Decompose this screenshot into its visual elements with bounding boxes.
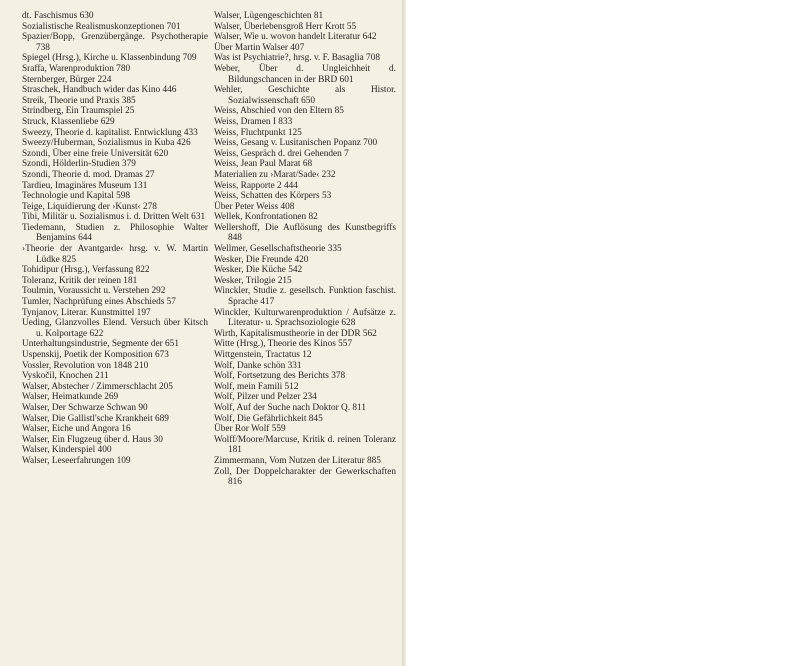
index-entry: Weiss, Schatten des Körpers 53 <box>214 191 332 202</box>
index-entry: Tynjanov, Literar. Kunstmittel 197 <box>22 307 151 318</box>
index-entry: Wolf, Danke schön 331 <box>214 360 302 371</box>
index-entry: dt. Faschismus 630 <box>22 11 94 21</box>
index-entry: Struck, Klassenliebe 629 <box>22 116 115 127</box>
index-entry: Spiegel (Hrsg.), Kirche u. Klassenbindung 709 <box>22 53 197 64</box>
index-entry: Walser, Heimatkunde 269 <box>22 392 119 403</box>
index-entry: Über Martin Walser 407 <box>214 42 305 53</box>
index-entry: Materialien zu ›Marat/Sade‹ 232 <box>214 169 336 180</box>
index-entry: Wolf, mein Famili 512 <box>214 381 299 392</box>
index-entry: Sternberger, Bürger 224 <box>22 74 112 85</box>
index-entry: Über Ror Wolf 559 <box>214 424 286 435</box>
index-entry: Walser, Der Schwarze Schwan 90 <box>22 402 148 413</box>
index-entry: Straschek, Handbuch wider das Kino 446 <box>22 85 177 96</box>
index-column-right <box>214 11 396 488</box>
index-entry: Wesker, Trilogie 215 <box>214 275 292 286</box>
index-entry: Tumler, Nachprüfung eines Abschieds 57 <box>22 297 176 308</box>
index-entry: Über Peter Weiss 408 <box>214 201 295 212</box>
index-entry: Wesker, Die Freunde 420 <box>214 254 309 265</box>
index-column-left <box>22 11 208 467</box>
index-entry: Wolf, Die Gefährlichkeit 845 <box>214 413 323 424</box>
index-entry: Sweezy, Theorie d. kapitalist. Entwicklung 433 <box>22 127 198 138</box>
index-entry: Wolf, Pilzer und Pelzer 234 <box>214 392 317 403</box>
index-entry: Weiss, Gesang v. Lusitanischen Popanz 700 <box>214 138 378 149</box>
index-entry: Toulmin, Voraussicht u. Verstehen 292 <box>22 286 166 297</box>
index-entry: Wolff/Moore/Marcuse, Kritik d. reinen Toleranz 181 <box>214 434 396 456</box>
index-entry: Witte (Hrsg.), Theorie des Kinos 557 <box>214 339 353 350</box>
index-entry: Walser, Kinderspiel 400 <box>22 445 112 456</box>
index-entry: Unterhaltungsindustrie, Segmente der 651 <box>22 339 179 350</box>
index-entry: Ueding, Glanzvolles Elend. Versuch über Kitsch u. Kolportage 622 <box>22 318 208 339</box>
index-entry: Weiss, Rapporte 2 444 <box>214 180 298 191</box>
index-entry: Wirth, Kapitalismustheorie in der DDR 562 <box>214 328 377 339</box>
index-entry: Spazier/Bopp, Grenzübergänge. Psychotherapie 738 <box>22 32 208 53</box>
index-entry: Teige, Liquidierung der ›Kunst‹ 278 <box>22 201 157 212</box>
index-entry: Walser, Die Gallistl'sche Krankheit 689 <box>22 413 169 424</box>
index-entry: Wesker, Die Küche 542 <box>214 265 303 276</box>
index-entry: Wittgenstein, Tractatus 12 <box>214 350 312 360</box>
index-entry: Walser, Lügengeschichten 81 <box>214 11 324 21</box>
index-entry: Wellek, Konfrontationen 82 <box>214 212 318 223</box>
index-entry: Winckler, Studie z. gesellsch. Funktion faschist. Sprache 417 <box>214 286 396 308</box>
index-entry: Tiedemann, Studien z. Philosophie Walter Benjamins 644 <box>22 222 208 244</box>
index-entry: Weiss, Abschied von den Eltern 85 <box>214 106 344 117</box>
index-entry: Tibi, Militär u. Sozialismus i. d. Dritten Welt 631 <box>22 212 206 223</box>
index-entry: Wolf, Auf der Suche nach Doktor Q. 811 <box>214 402 367 413</box>
index-entry: Strindberg, Ein Traumspiel 25 <box>22 106 135 117</box>
index-entry: Weiss, Dramen I 833 <box>214 116 293 127</box>
index-entry: Streik, Theorie und Praxis 385 <box>22 95 136 106</box>
index-entry: Vossler, Revolution von 1848 210 <box>22 360 149 371</box>
index-entry: Wehler, Geschichte als Histor. Sozialwissenschaft 650 <box>214 85 396 106</box>
index-entry: Walser, Ein Flugzeug über d. Haus 30 <box>22 434 163 445</box>
index-entry: Wellmer, Gesellschaftstheorie 335 <box>214 244 342 255</box>
index-entry: Wellershoff, Die Auflösung des Kunstbegriffs 848 <box>214 222 396 244</box>
index-entry: Szondi, Theorie d. mod. Dramas 27 <box>22 169 155 180</box>
index-entry: Wolf, Fortsetzung des Berichts 378 <box>214 371 346 382</box>
index-entry: Walser, Leseerfahrungen 109 <box>22 455 131 466</box>
index-entry: Toleranz, Kritik der reinen 181 <box>22 275 138 286</box>
index-entry: Technologie und Kapital 598 <box>22 191 131 202</box>
index-entry: Tohidipur (Hrsg.), Verfassung 822 <box>22 265 150 276</box>
page-edge <box>402 0 406 666</box>
index-entry: Was ist Psychiatrie?, hrsg. v. F. Basaglia 708 <box>214 53 380 64</box>
index-entry: Zoll, Der Doppelcharakter der Gewerkschaften 816 <box>214 466 396 488</box>
index-entry: Uspenskij, Poetik der Komposition 673 <box>22 350 169 360</box>
index-entry: Weiss, Gespräch d. drei Gehenden 7 <box>214 148 349 159</box>
index-entry: ›Theorie der Avantgarde‹ hrsg. v. W. Martin Lüdke 825 <box>22 244 208 265</box>
index-entry: Sweezy/Huberman, Sozialismus in Kuba 426 <box>22 138 191 149</box>
index-entry: Sozialistische Realismuskonzeptionen 701 <box>22 21 181 32</box>
index-entry: Winckler, Kulturwarenproduktion / Aufsätze z. Literatur- u. Sprachsoziologie 628 <box>214 307 396 329</box>
index-entry: Weiss, Jean Paul Marat 68 <box>214 159 313 170</box>
index-entry: Tardieu, Imaginäres Museum 131 <box>22 180 148 191</box>
index-entry: Szondi, Über eine freie Universität 620 <box>22 148 169 159</box>
index-entry: Weiss, Fluchtpunkt 125 <box>214 127 302 138</box>
index-entry: Walser, Überlebensgroß Herr Krott 55 <box>214 21 357 32</box>
index-entry: Weber, Über d. Ungleichheit d. Bildungschancen in der BRD 601 <box>214 63 396 85</box>
index-entry: Vyskočil, Knochen 211 <box>22 371 109 382</box>
index-entry: Sraffa, Warenproduktion 780 <box>22 63 131 74</box>
index-entry: Szondi, Hölderlin-Studien 379 <box>22 159 136 170</box>
index-entry: Zimmermann, Vom Nutzen der Literatur 885 <box>214 455 381 466</box>
index-entry: Walser, Eiche und Angora 16 <box>22 424 131 435</box>
index-entry: Walser, Wie u. wovon handelt Literatur 642 <box>214 32 377 43</box>
index-entry: Walser, Abstecher / Zimmerschlacht 205 <box>22 381 173 392</box>
